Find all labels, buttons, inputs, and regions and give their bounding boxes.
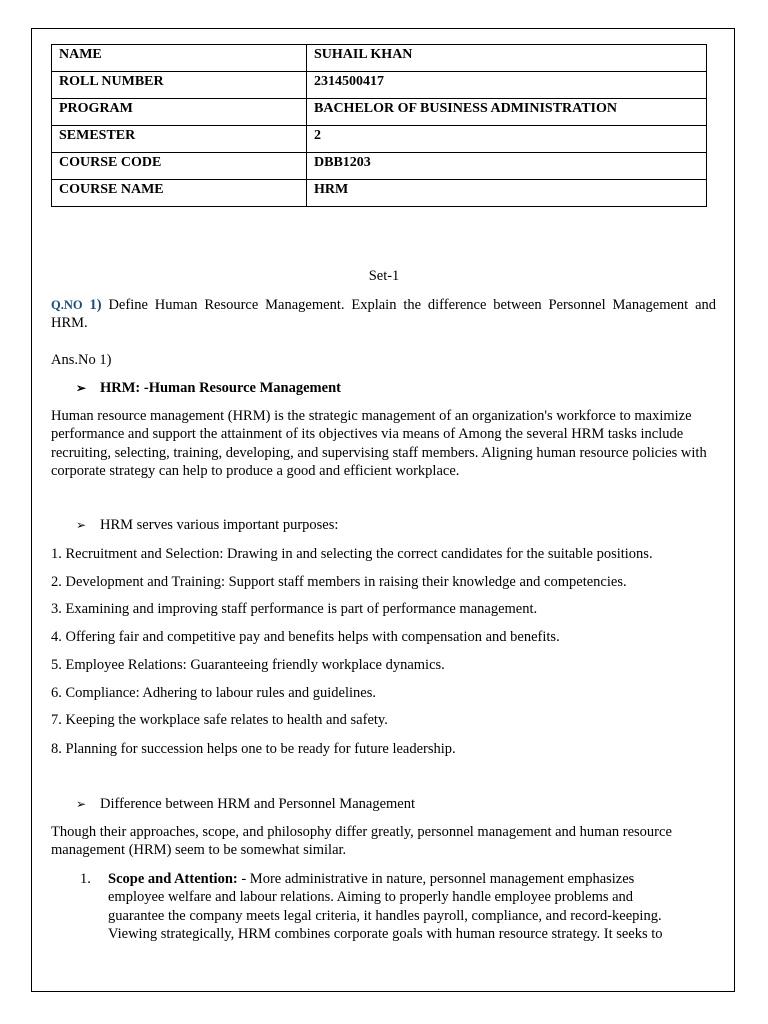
point1-line2: employee welfare and labour relations. Aiming to properly handle employee problems and [108,889,634,906]
list-item: 2. Development and Training: Support staff members in raising their knowledge and competencies. [51,574,627,590]
section3-heading: Difference between HRM and Personnel Management [100,796,415,812]
row-value: DBB1203 [307,153,707,180]
point1-line1: - More administrative in nature, personnel management emphasizes [237,871,635,887]
list-item: 3. Examining and improving staff performance is part of performance management. [51,601,538,617]
row-label: COURSE NAME [52,180,307,207]
arrow-bullet-icon: ➢ [76,797,87,811]
answer-label: Ans.No 1) [51,352,112,368]
list-item: 8. Planning for succession helps one to be ready for future leadership. [51,741,456,757]
row-label: ROLL NUMBER [52,72,307,99]
arrow-bullet-icon: ➢ [76,381,87,395]
point1-body [108,870,716,943]
table-row [52,126,707,153]
table-row [52,45,707,72]
student-info-table [51,44,707,207]
table-row [52,72,707,99]
row-label: SEMESTER [52,126,307,153]
section3-paragraph: Though their approaches, scope, and philosophy differ greatly, personnel management and human resource management (HRM) seem to be somewhat similar. [51,824,672,859]
row-label: COURSE CODE [52,153,307,180]
row-label: NAME [52,45,307,72]
question-label: Q.NO [51,298,83,312]
list-item: 7. Keeping the workplace safe relates to health and safety. [51,712,388,728]
row-value: BACHELOR OF BUSINESS ADMINISTRATION [307,99,707,126]
list-item: 5. Employee Relations: Guaranteeing friendly workplace dynamics. [51,657,445,673]
row-value: 2314500417 [307,72,707,99]
point1-line3: guarantee the company meets legal criteria, it handles payroll, compliance, and record-keeping. [108,907,662,924]
row-value: 2 [307,126,707,153]
section2-heading: HRM serves various important purposes: [100,517,339,533]
table-row [52,153,707,180]
row-label: PROGRAM [52,99,307,126]
set-heading: Set-1 [368,268,400,284]
point1-number: 1. [80,871,91,887]
section1-heading: HRM: -Human Resource Management [100,380,341,396]
section2-heading-row [76,516,338,534]
question [51,296,716,333]
section1-heading-row [76,379,341,397]
point1-title: Scope and Attention: [108,871,238,887]
row-value: SUHAIL KHAN [307,45,707,72]
point1 [80,870,716,943]
list-item: 4. Offering fair and competitive pay and benefits helps with compensation and benefits. [51,629,560,645]
point1-line4: Viewing strategically, HRM combines corporate goals with human resource strategy. It seeks to [108,925,663,942]
list-item: 6. Compliance: Adhering to labour rules and guidelines. [51,685,376,701]
list-item: 1. Recruitment and Selection: Drawing in and selecting the correct candidates for the suitable positions. [51,546,653,562]
row-value: HRM [307,180,707,207]
question-number: 1) [89,297,102,313]
section3-heading-row [76,795,415,813]
table-row [52,99,707,126]
question-text: Define Human Resource Management. Explain the difference between Personnel Management and HRM. [51,297,717,332]
section1-paragraph: Human resource management (HRM) is the strategic management of an organization's workforce to maximize performance and support the attainment of its objectives via means of Among the several HRM tasks include recruiting, selecting, training, developing, and supervising staff members. Aligning human resource policies with corporate strategy can help to produce a good and efficient workplace. [51,408,707,479]
arrow-bullet-icon: ➢ [76,518,87,532]
table-row [52,180,707,207]
